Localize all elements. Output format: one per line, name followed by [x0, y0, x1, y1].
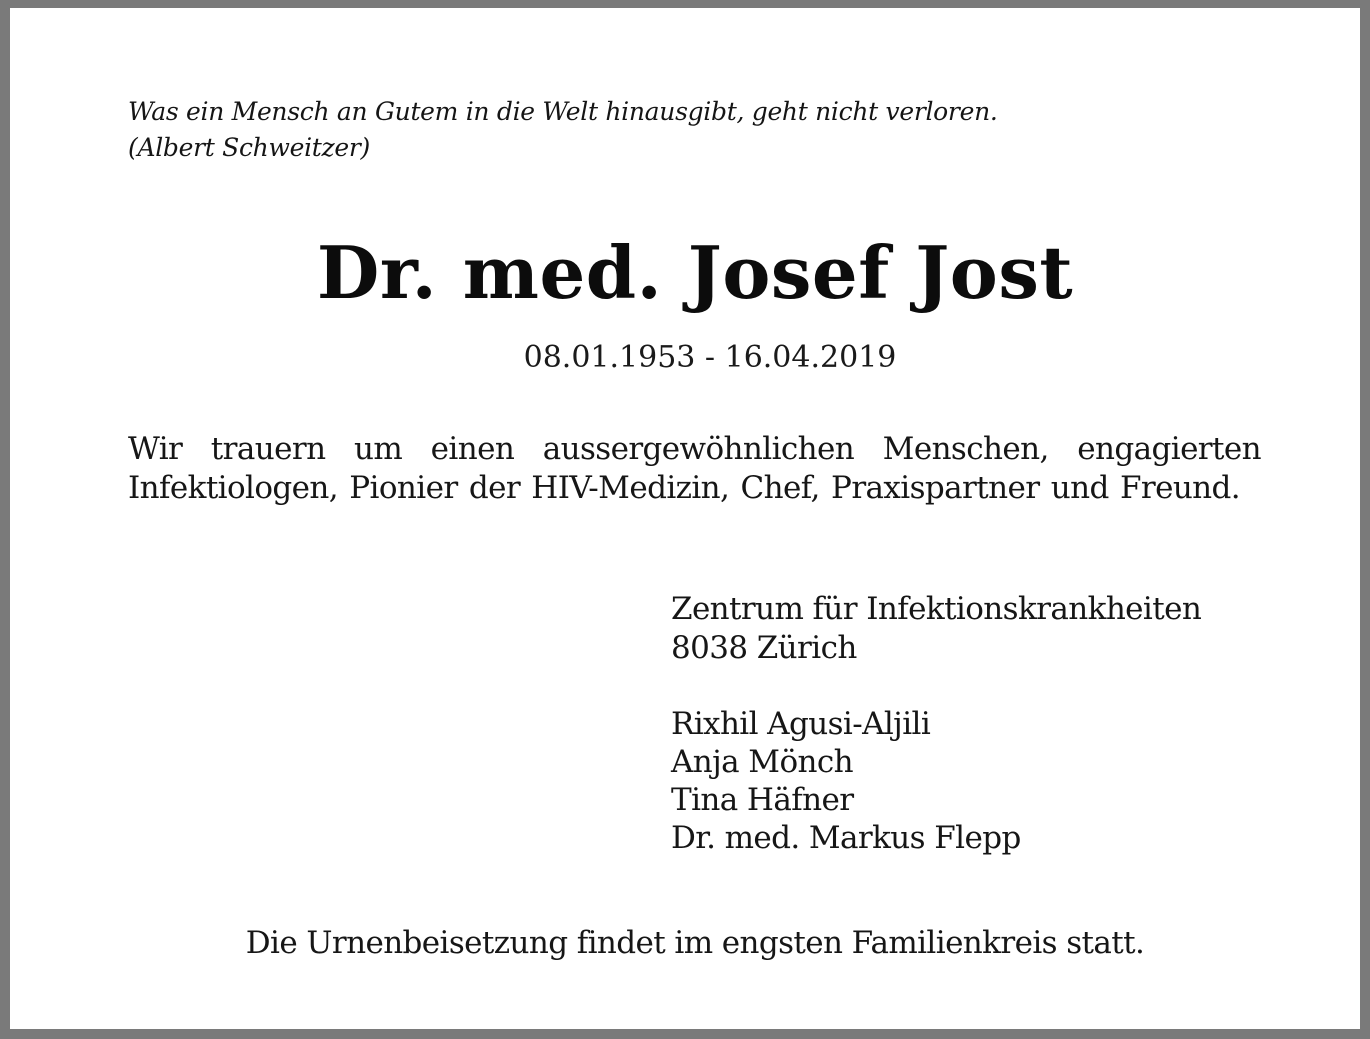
- organization-block: [671, 590, 1370, 668]
- quote-attribution: (Albert Schweitzer): [128, 133, 370, 162]
- organization-name: Zentrum für Infektionskrankheiten: [671, 591, 1202, 627]
- epigraph-quote: [128, 94, 1128, 166]
- quote-text: Was ein Mensch an Gutem in die Welt hinausgibt, geht nicht verloren.: [128, 97, 998, 126]
- signatory: Dr. med. Markus Flepp: [671, 820, 1021, 856]
- signatory: Anja Mönch: [671, 744, 853, 780]
- mourning-message: Wir trauern um einen aussergewöhnlichen Menschen, engagierten Infektiologen, Pionier der HIV-Medizin, Chef, Praxispartner und Freund.: [128, 431, 1261, 506]
- signatory: Rixhil Agusi-Aljili: [671, 706, 931, 742]
- signatories-list: [671, 705, 1370, 857]
- signatory: Tina Häfner: [671, 782, 854, 818]
- life-dates: 08.01.1953 - 16.04.2019: [523, 340, 897, 375]
- organization-city: 8038 Zürich: [671, 630, 857, 666]
- deceased-name: Dr. med. Josef Jost: [316, 230, 1074, 315]
- closing-note: Die Urnenbeisetzung findet im engsten Familienkreis statt.: [245, 925, 1145, 961]
